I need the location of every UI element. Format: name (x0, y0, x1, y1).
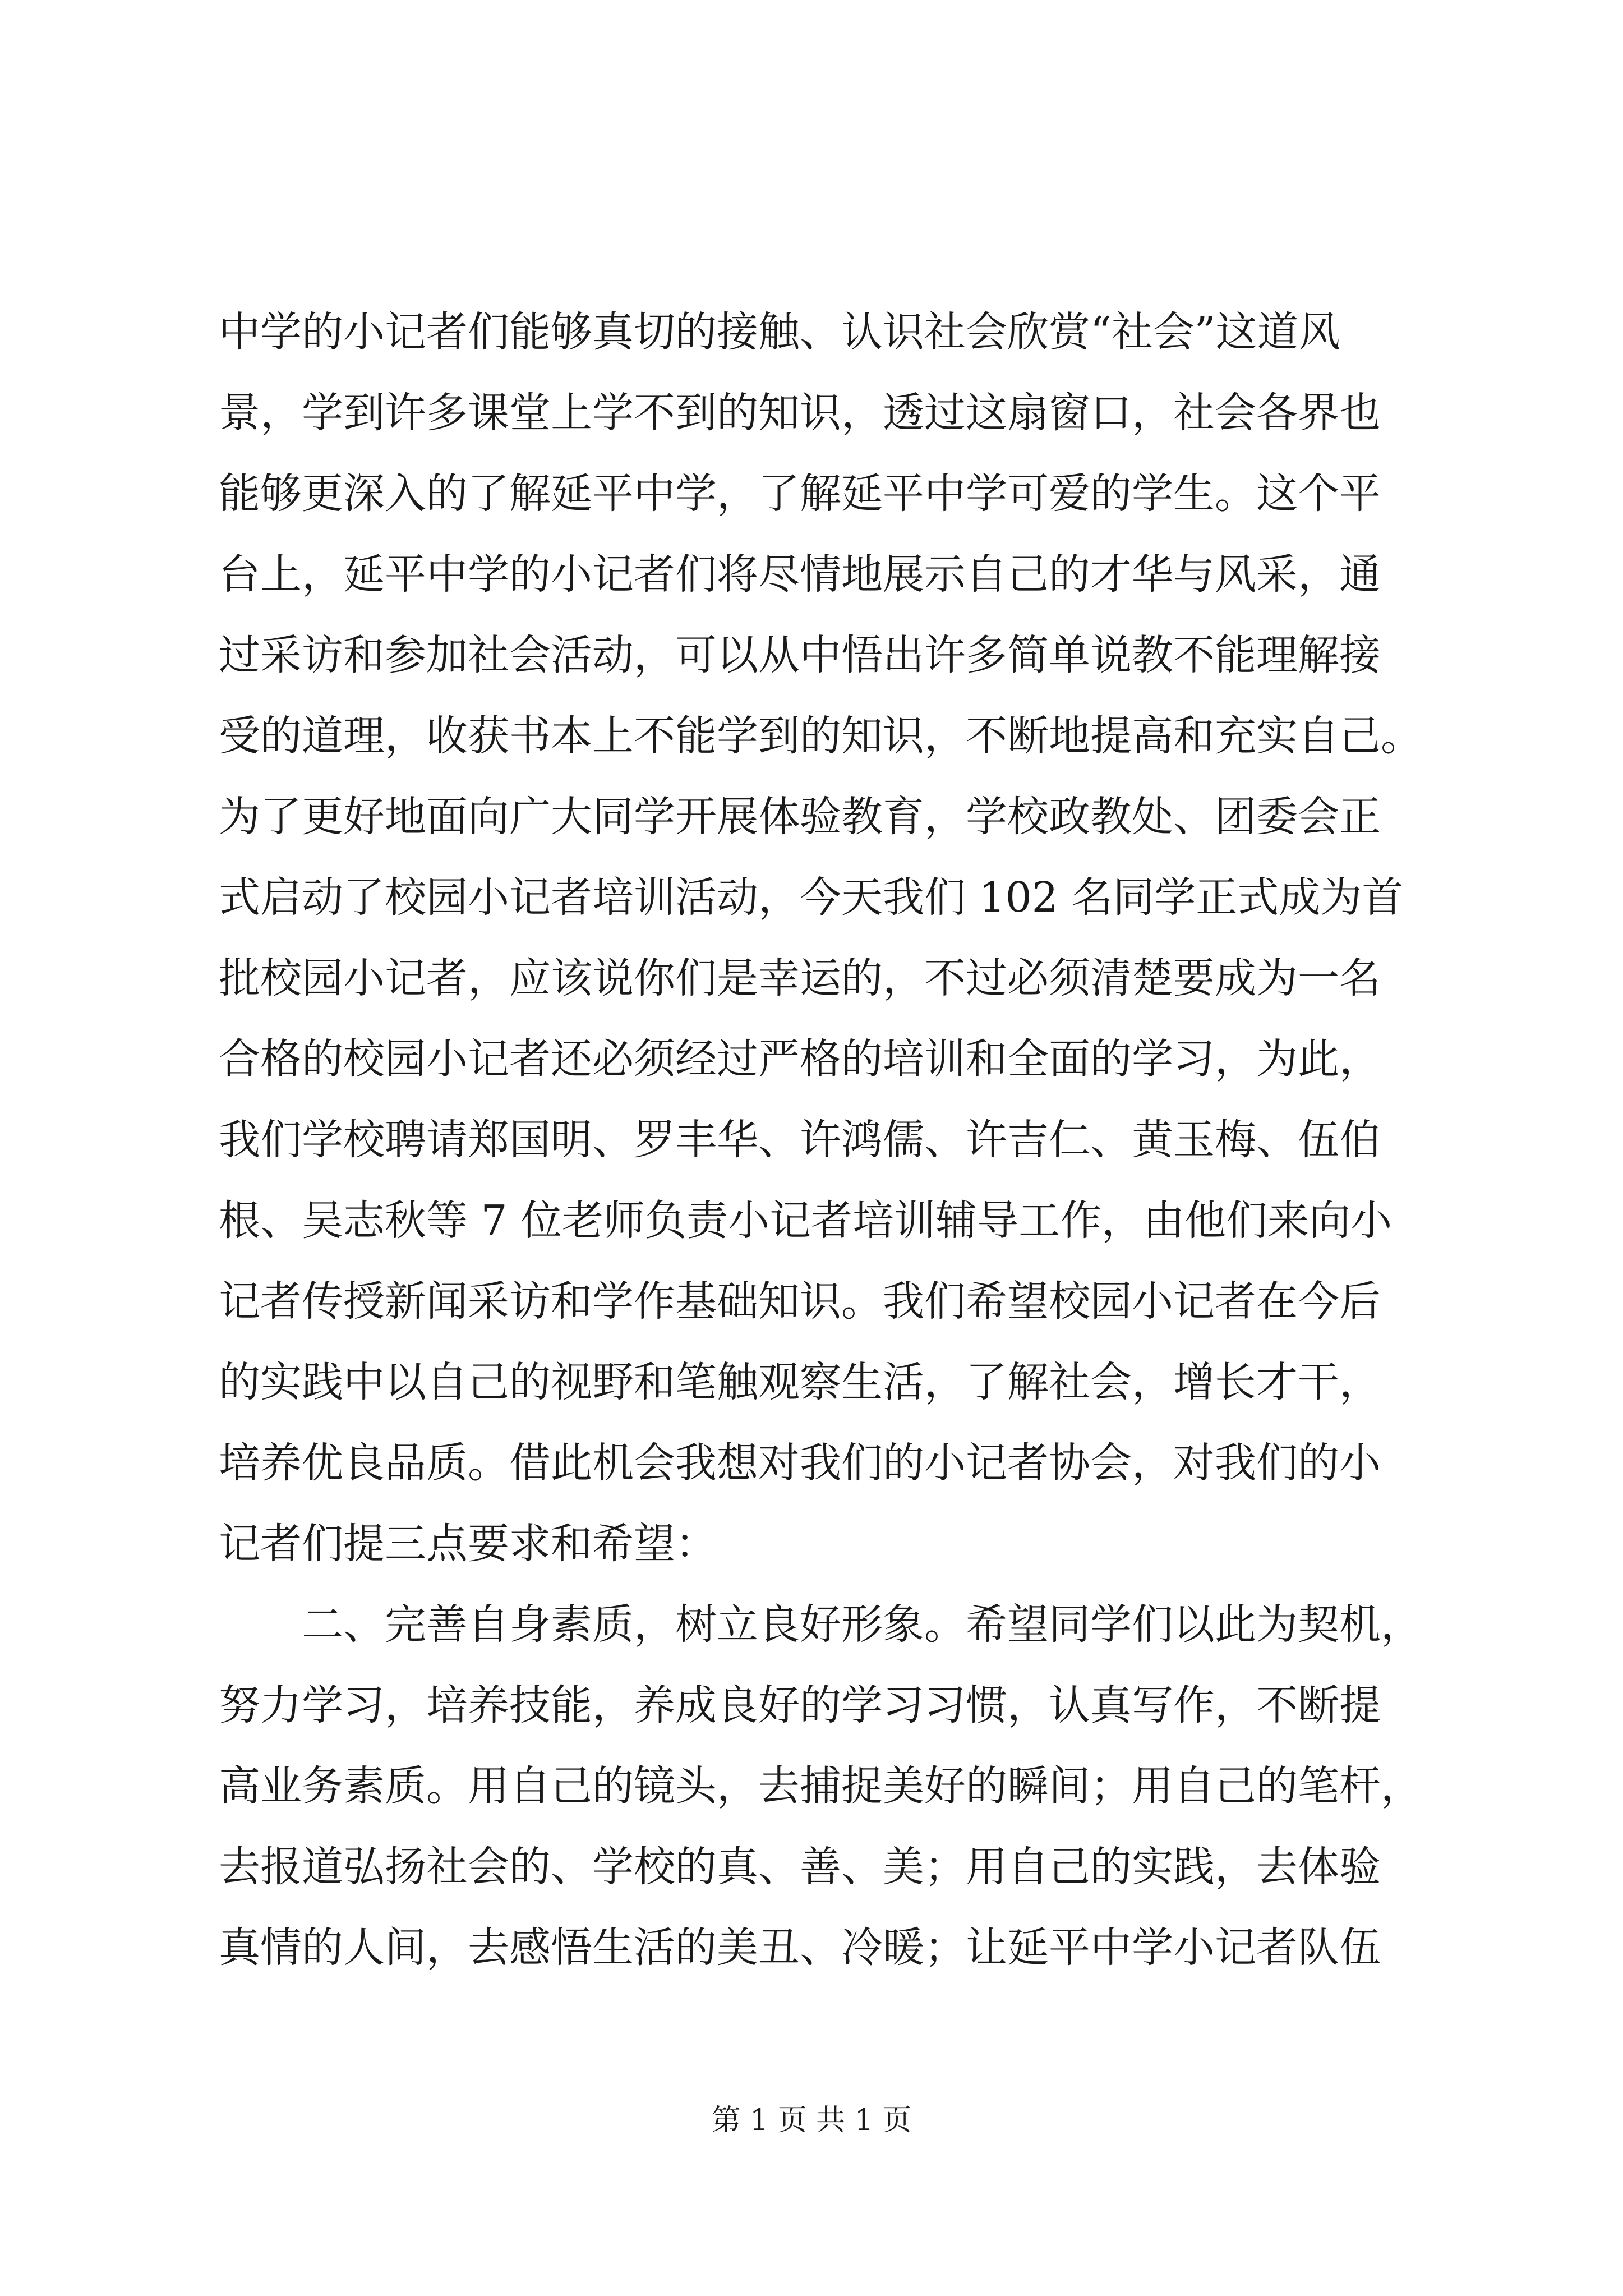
text-line: 批校园小记者，应该说你们是幸运的，不过必须清楚要成为一名 (219, 954, 1381, 1002)
text-line: 中学的小记者们能够真切的接触、认识社会欣赏“社会”这道风 (219, 308, 1340, 356)
text-line: 为了更好地面向广大同学开展体验教育，学校政教处、团委会正 (219, 793, 1381, 841)
page-footer: 第 1 页 共 1 页 (711, 2104, 912, 2137)
text-line: 培养优良品质。借此机会我想对我们的小记者协会，对我们的小 (219, 1439, 1381, 1487)
text-line: 的实践中以自己的视野和笔触观察生活，了解社会，增长才干， (219, 1358, 1381, 1406)
body-text (219, 292, 1453, 1988)
text-line: 根、吴志秋等 7 位老师负责小记者培训辅导工作，由他们来向小 (219, 1197, 1393, 1245)
text-line: 受的道理，收获书本上不能学到的知识，不断地提高和充实自己。 (219, 712, 1422, 760)
text-line: 能够更深入的了解延平中学，了解延平中学可爱的学生。这个平 (219, 470, 1381, 518)
text-line: 合格的校园小记者还必须经过严格的培训和全面的学习，为此， (219, 1035, 1381, 1083)
text-line: 台上，延平中学的小记者们将尽情地展示自己的才华与风采，通 (219, 550, 1381, 599)
text-line: 过采访和参加社会活动，可以从中悟出许多简单说教不能理解接 (219, 631, 1381, 679)
text-line: 高业务素质。用自己的镜头，去捕捉美好的瞬间；用自己的笔杆， (219, 1762, 1422, 1810)
text-line: 二、完善自身素质，树立良好形象。希望同学们以此为契机， (302, 1600, 1422, 1649)
text-line: 真情的人间，去感悟生活的美丑、冷暖；让延平中学小记者队伍 (219, 1924, 1381, 1972)
text-line: 去报道弘扬社会的、学校的真、善、美；用自己的实践，去体验 (219, 1843, 1381, 1891)
text-line: 我们学校聘请郑国明、罗丰华、许鸿儒、许吉仁、黄玉梅、伍伯 (219, 1116, 1381, 1164)
text-line: 景，学到许多课堂上学不到的知识，透过这扇窗口，社会各界也 (219, 389, 1381, 437)
text-line: 式启动了校园小记者培训活动，今天我们 102 名同学正式成为首 (219, 873, 1404, 922)
text-line: 努力学习，培养技能，养成良好的学习习惯，认真写作，不断提 (219, 1681, 1381, 1729)
text-line: 记者传授新闻采访和学作基础知识。我们希望校园小记者在今后 (219, 1277, 1381, 1326)
text-line: 记者们提三点要求和希望： (219, 1520, 717, 1568)
